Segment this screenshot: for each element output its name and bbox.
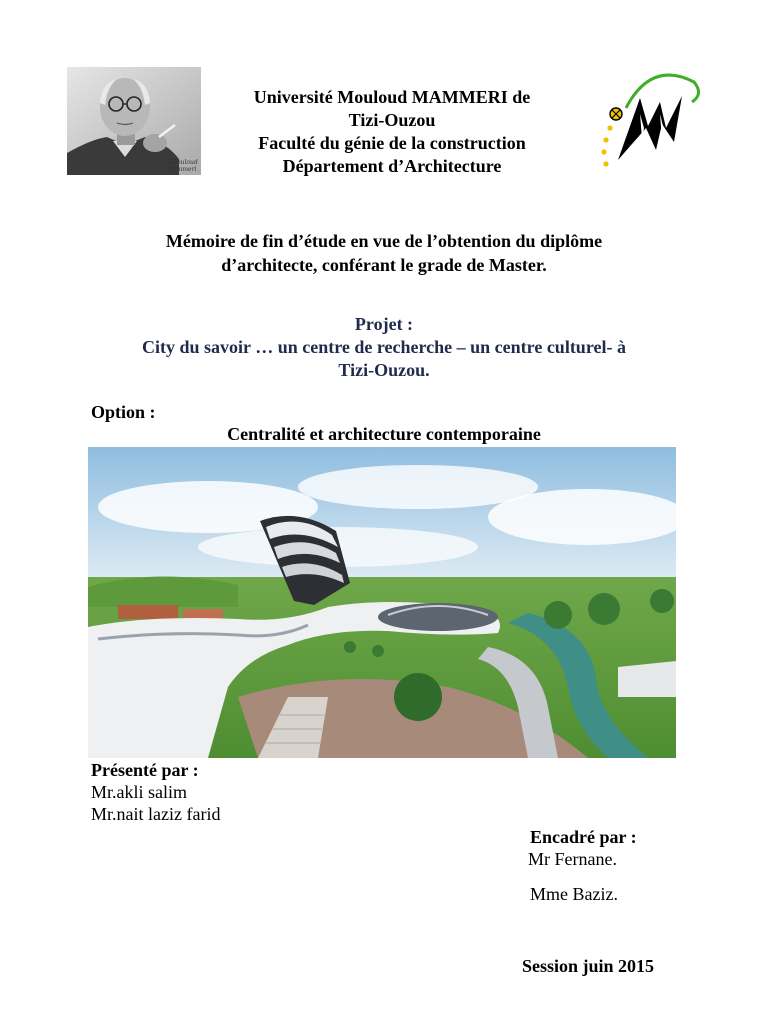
memoire-line1: Mémoire de fin d’étude en vue de l’obtention du diplôme xyxy=(165,231,603,251)
university-header xyxy=(200,86,584,178)
presented-by-label: Présenté par : xyxy=(91,760,199,780)
university-name-line1: Université Mouloud MAMMERI de xyxy=(253,87,531,107)
supervisor-name: Mme Baziz. xyxy=(530,884,618,904)
student-name: Mr.akli salim xyxy=(91,782,187,802)
student-name: Mr.nait laziz farid xyxy=(91,804,221,824)
portrait-signature-1: J.Mouloud xyxy=(167,159,198,166)
project-render-image xyxy=(88,447,676,758)
faculty-name: Faculté du génie de la construction xyxy=(258,133,526,153)
supervisor-name: Mr Fernane. xyxy=(528,849,617,869)
memoire-statement xyxy=(100,229,668,277)
university-name-line2: Tizi-Ouzou xyxy=(348,110,436,130)
supervised-by-label: Encadré par : xyxy=(530,827,637,847)
portrait-signature-2: Mammeri xyxy=(167,166,197,173)
project-title-line2: Tizi-Ouzou. xyxy=(338,360,430,380)
university-logo xyxy=(596,68,706,176)
project-label: Projet : xyxy=(354,314,414,334)
author-portrait-photo xyxy=(67,67,201,175)
option-value: Centralité et architecture contemporaine xyxy=(227,424,541,444)
memoire-line2: d’architecte, conférant le grade de Master. xyxy=(221,255,547,275)
project-block xyxy=(80,313,688,382)
project-title-line1: City du savoir … un centre de recherche – un centre culturel- à xyxy=(142,337,626,357)
department-name: Département d’Architecture xyxy=(282,156,502,176)
session-date: Session juin 2015 xyxy=(522,956,655,976)
option-label: Option : xyxy=(91,402,156,422)
